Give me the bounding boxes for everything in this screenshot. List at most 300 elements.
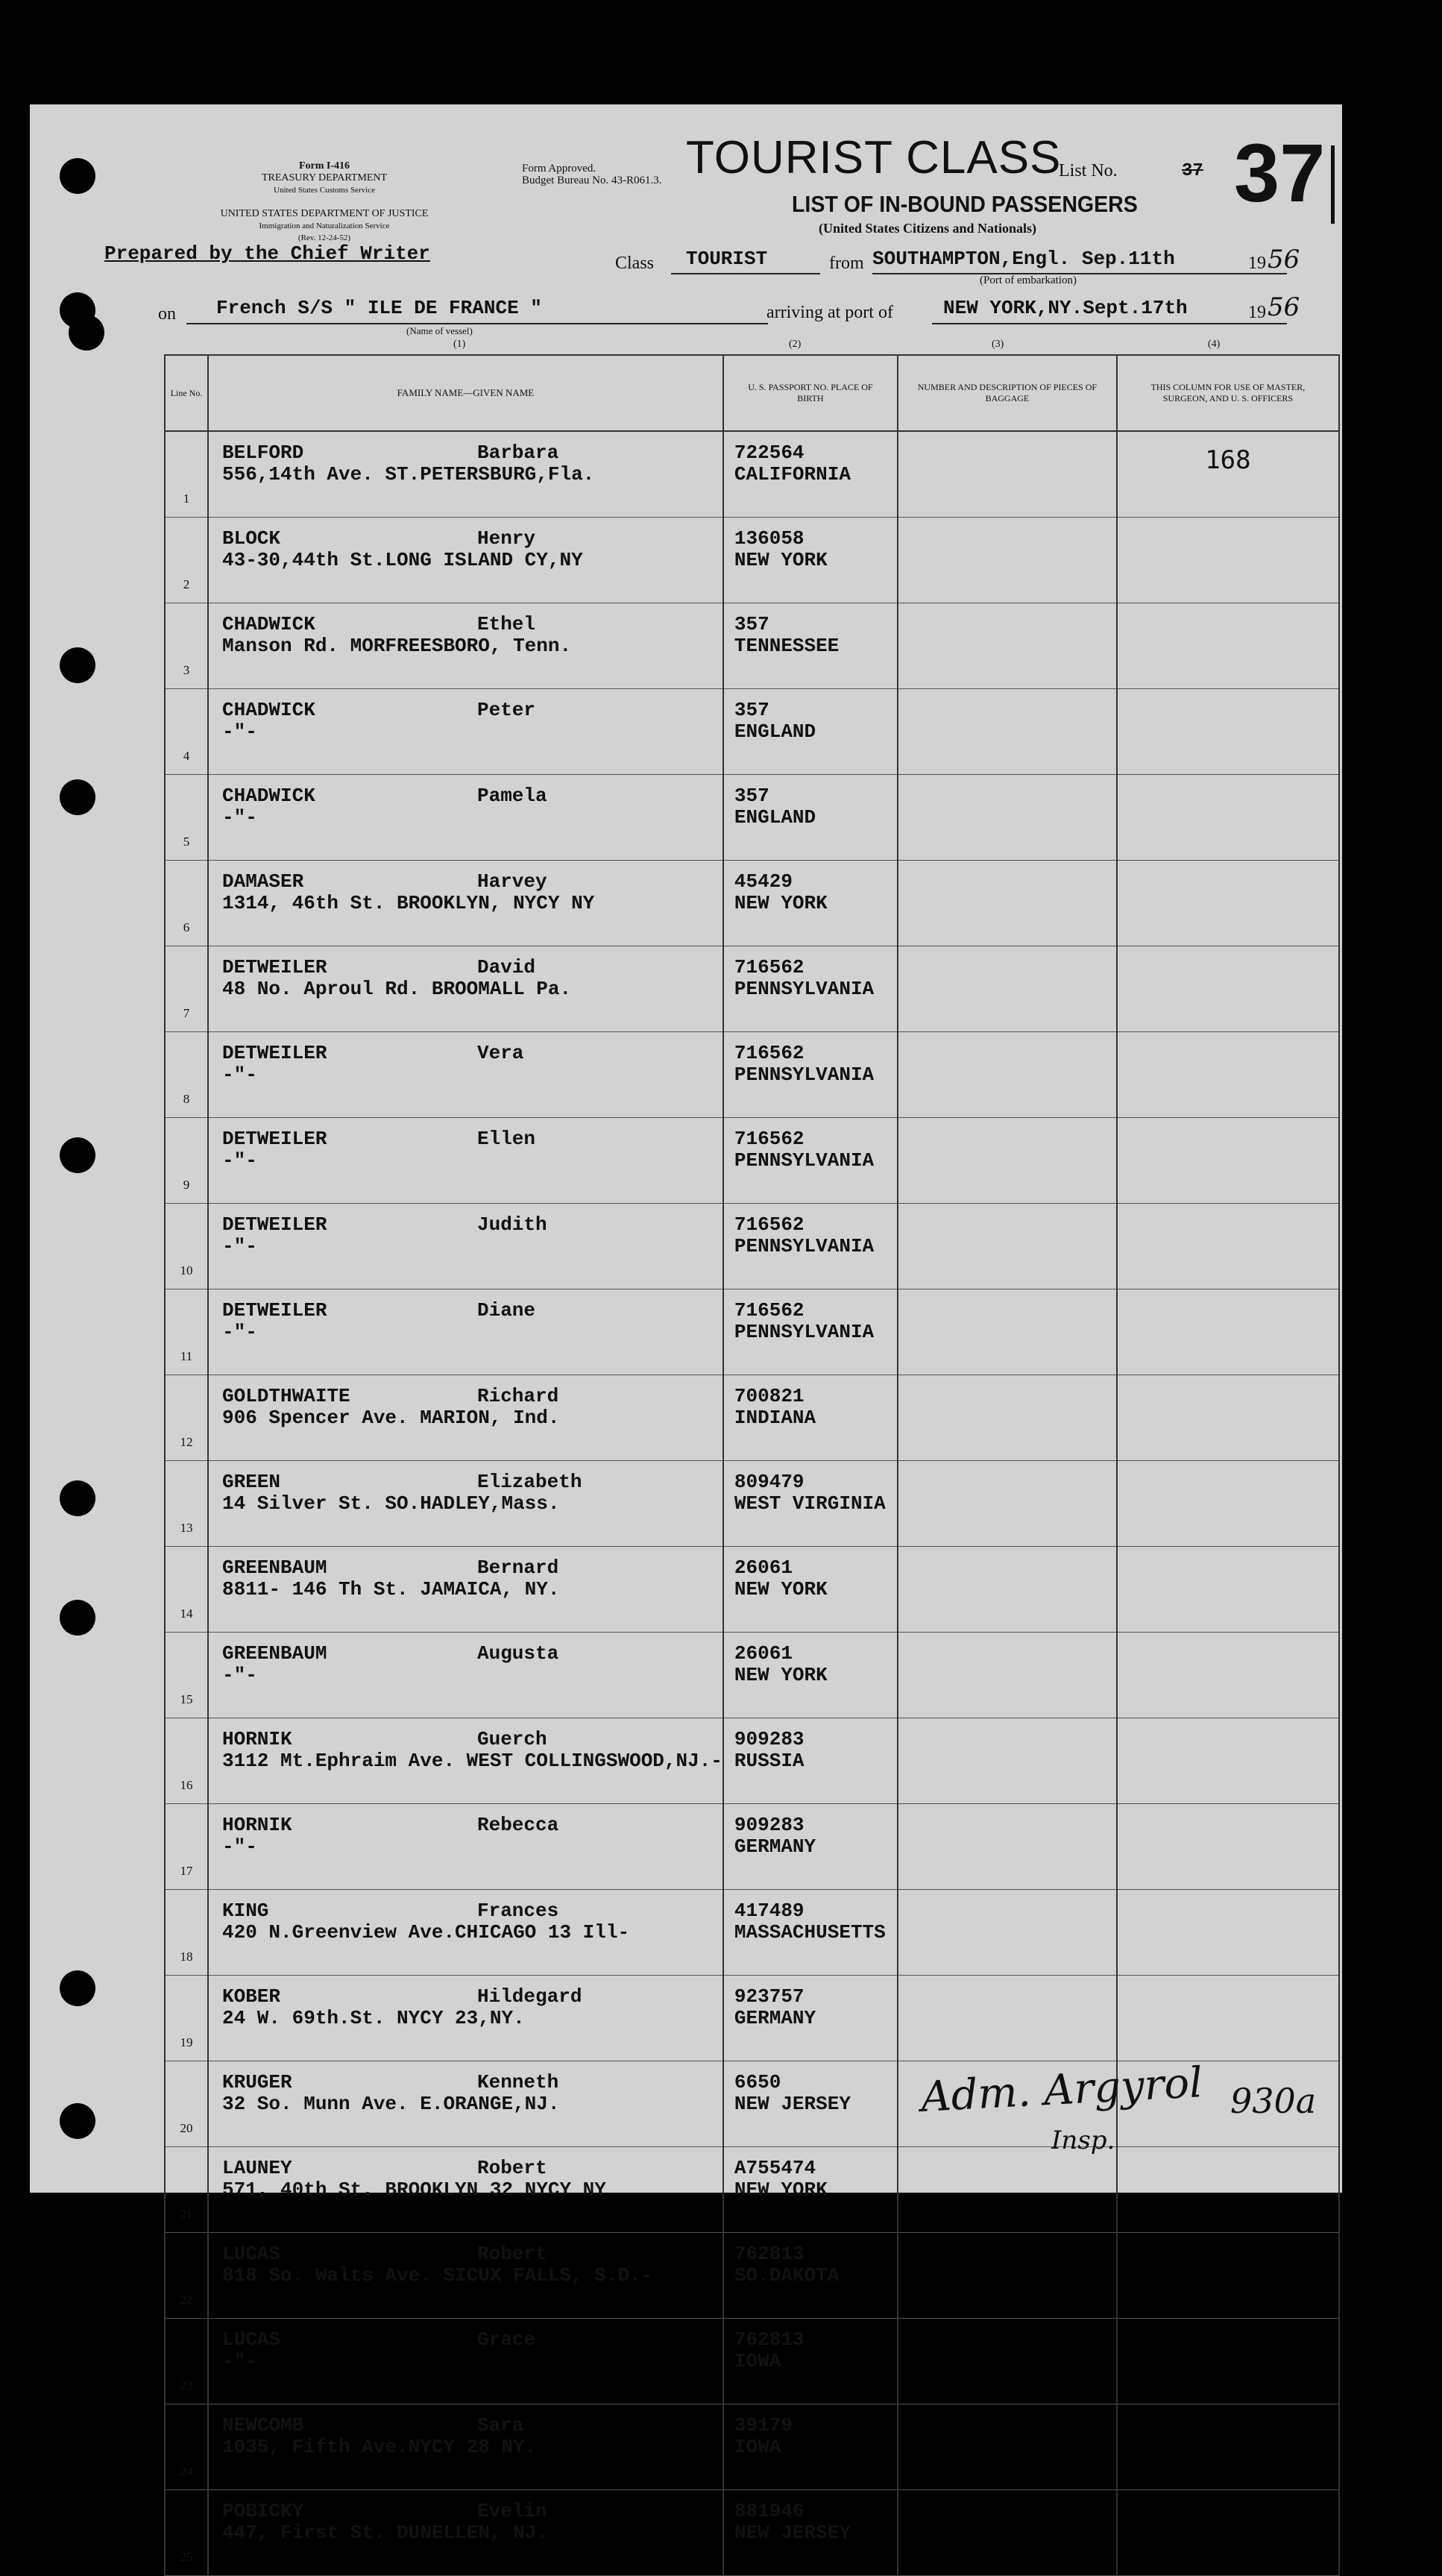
passport-cell bbox=[723, 2147, 898, 2233]
given-name: Vera bbox=[477, 1042, 524, 1064]
passenger-cell bbox=[208, 431, 723, 518]
binder-hole bbox=[60, 1600, 95, 1636]
given-name: Hildegard bbox=[477, 1985, 582, 2008]
passenger-cell bbox=[208, 2061, 723, 2147]
vessel-name: French S/S " ILE DE FRANCE " bbox=[216, 297, 542, 319]
officer-use-cell bbox=[1117, 1118, 1339, 1204]
place-of-birth: CALIFORNIA bbox=[734, 463, 851, 486]
officer-use-cell bbox=[1117, 2490, 1339, 2576]
place-of-birth: PENNSYLVANIA bbox=[734, 1149, 875, 1172]
place-of-birth: ENGLAND bbox=[734, 720, 816, 743]
baggage-cell bbox=[898, 861, 1117, 946]
family-name: LUCAS bbox=[222, 2328, 281, 2351]
binder-hole bbox=[60, 647, 95, 683]
passenger-cell bbox=[208, 1547, 723, 1633]
baggage-cell bbox=[898, 1804, 1117, 1890]
passport-number: 716562 bbox=[734, 956, 805, 978]
passport-cell bbox=[723, 1118, 898, 1204]
address: 447, First St. DUNELLEN, NJ. bbox=[222, 2522, 548, 2544]
table-row bbox=[165, 2319, 1339, 2404]
line-number: 18 bbox=[165, 1890, 208, 1976]
table-row bbox=[165, 518, 1339, 603]
address: -"- bbox=[222, 1064, 257, 1086]
family-name: KING bbox=[222, 1900, 269, 1922]
place-of-birth: NEW YORK bbox=[734, 1664, 828, 1686]
address: 43-30,44th St.LONG ISLAND CY,NY bbox=[222, 549, 583, 571]
baggage-cell bbox=[898, 2490, 1117, 2576]
place-of-birth: PENNSYLVANIA bbox=[734, 1321, 875, 1343]
table-row bbox=[165, 1375, 1339, 1461]
table-row bbox=[165, 1204, 1339, 1289]
line-number: 7 bbox=[165, 946, 208, 1032]
line-number: 3 bbox=[165, 603, 208, 689]
passport-number: 909283 bbox=[734, 1728, 805, 1750]
passport-cell bbox=[723, 2233, 898, 2319]
vessel-note: (Name of vessel) bbox=[406, 325, 473, 336]
baggage-cell bbox=[898, 1461, 1117, 1547]
vessel-underline bbox=[186, 323, 768, 324]
table-row bbox=[165, 431, 1339, 518]
passport-number: 923757 bbox=[734, 1985, 805, 2008]
officer-use-cell bbox=[1117, 2147, 1339, 2233]
list-subtitle-note: (United States Citizens and Nationals) bbox=[819, 221, 1037, 236]
passport-cell bbox=[723, 775, 898, 861]
officer-use-cell bbox=[1117, 603, 1339, 689]
family-name: CHADWICK bbox=[222, 785, 315, 807]
table-row bbox=[165, 861, 1339, 946]
given-name: Barbara bbox=[477, 442, 559, 464]
family-name: DETWEILER bbox=[222, 1042, 327, 1064]
passport-number: 26061 bbox=[734, 1642, 793, 1665]
binder-hole bbox=[60, 158, 95, 194]
passenger-cell bbox=[208, 1804, 723, 1890]
passport-cell bbox=[723, 946, 898, 1032]
inspector-signature: Adm. Argyrol bbox=[919, 2058, 1204, 2122]
given-name: Sara bbox=[477, 2414, 524, 2437]
line-number: 1 bbox=[165, 431, 208, 518]
line-number: 4 bbox=[165, 689, 208, 775]
family-name: BELFORD bbox=[222, 442, 304, 464]
passenger-cell bbox=[208, 518, 723, 603]
line-number: 25 bbox=[165, 2490, 208, 2576]
passport-cell bbox=[723, 603, 898, 689]
place-of-birth: INDIANA bbox=[734, 1407, 816, 1429]
officer-use-cell bbox=[1117, 518, 1339, 603]
prepared-by: Prepared by the Chief Writer bbox=[104, 242, 430, 265]
baggage-cell bbox=[898, 1032, 1117, 1118]
table-row bbox=[165, 1118, 1339, 1204]
officer-use-cell bbox=[1117, 1633, 1339, 1718]
place-of-birth: NEW YORK bbox=[734, 549, 828, 571]
given-name: Bernard bbox=[477, 1556, 559, 1579]
given-name: Diane bbox=[477, 1299, 536, 1322]
passenger-rows bbox=[165, 431, 1339, 2576]
given-name: Peter bbox=[477, 699, 536, 721]
place-of-birth: NEW JERSEY bbox=[734, 2522, 851, 2544]
baggage-cell bbox=[898, 518, 1117, 603]
passport-cell bbox=[723, 1890, 898, 1976]
binder-hole bbox=[60, 1137, 95, 1173]
line-number: 21 bbox=[165, 2147, 208, 2233]
passport-number: 809479 bbox=[734, 1471, 805, 1493]
address: -"- bbox=[222, 1664, 257, 1686]
officer-use-cell bbox=[1117, 2319, 1339, 2404]
baggage-cell bbox=[898, 1890, 1117, 1976]
passport-cell bbox=[723, 1461, 898, 1547]
place-of-birth: PENNSYLVANIA bbox=[734, 1235, 875, 1257]
officer-use-cell bbox=[1117, 1375, 1339, 1461]
binder-hole bbox=[60, 779, 95, 815]
officer-use-cell bbox=[1117, 1032, 1339, 1118]
passport-cell bbox=[723, 1547, 898, 1633]
baggage-cell bbox=[898, 2147, 1117, 2233]
place-of-birth: NEW JERSEY bbox=[734, 2093, 851, 2115]
table-row bbox=[165, 603, 1339, 689]
line-number: 12 bbox=[165, 1375, 208, 1461]
address: 420 N.Greenview Ave.CHICAGO 13 Ill- bbox=[222, 1921, 630, 1944]
given-name: Robert bbox=[477, 2243, 547, 2265]
list-no-stamp: 37 bbox=[1234, 128, 1326, 219]
place-of-birth: NEW YORK bbox=[734, 2178, 828, 2201]
officer-use-cell bbox=[1117, 861, 1339, 946]
officer-use-cell bbox=[1117, 1289, 1339, 1375]
passport-cell bbox=[723, 2061, 898, 2147]
inspection-time: 930a bbox=[1230, 2081, 1317, 2121]
passport-cell bbox=[723, 518, 898, 603]
passport-cell bbox=[723, 431, 898, 518]
place-of-birth: MASSACHUSETTS bbox=[734, 1921, 886, 1944]
passport-number: 26061 bbox=[734, 1556, 793, 1579]
passenger-cell bbox=[208, 1032, 723, 1118]
family-name: KOBER bbox=[222, 1985, 281, 2008]
passenger-cell bbox=[208, 775, 723, 861]
officer-use-cell: 168 bbox=[1117, 431, 1339, 518]
table-row bbox=[165, 1461, 1339, 1547]
col-header-line: Line No. bbox=[165, 355, 208, 431]
address: 48 No. Aproul Rd. BROOMALL Pa. bbox=[222, 978, 572, 1000]
inspector-title: Insp. bbox=[1051, 2126, 1115, 2155]
place-of-birth: NEW YORK bbox=[734, 1578, 828, 1600]
passport-cell bbox=[723, 2404, 898, 2490]
line-number: 10 bbox=[165, 1204, 208, 1289]
passport-number: 136058 bbox=[734, 527, 805, 550]
col-num-1: (1) bbox=[453, 339, 466, 350]
justice-dept: UNITED STATES DEPARTMENT OF JUSTICE bbox=[220, 208, 429, 219]
passenger-cell bbox=[208, 1461, 723, 1547]
passport-cell bbox=[723, 1289, 898, 1375]
table-row bbox=[165, 2233, 1339, 2319]
table-header-row bbox=[165, 355, 1339, 431]
given-name: Augusta bbox=[477, 1642, 559, 1665]
budget-bureau: Budget Bureau No. 43-R061.3. bbox=[522, 175, 662, 186]
baggage-cell bbox=[898, 603, 1117, 689]
baggage-cell bbox=[898, 946, 1117, 1032]
place-of-birth: ENGLAND bbox=[734, 806, 816, 829]
arrival-port: NEW YORK,NY.Sept.17th bbox=[943, 297, 1188, 319]
form-approved: Form Approved. bbox=[522, 163, 596, 175]
passport-number: 357 bbox=[734, 785, 769, 807]
address: 24 W. 69th.St. NYCY 23,NY. bbox=[222, 2007, 525, 2029]
family-name: GREENBAUM bbox=[222, 1642, 327, 1665]
family-name: CHADWICK bbox=[222, 613, 315, 635]
form-info bbox=[190, 160, 459, 244]
line-number: 19 bbox=[165, 1976, 208, 2061]
line-number: 23 bbox=[165, 2319, 208, 2404]
family-name: DAMASER bbox=[222, 870, 304, 893]
passenger-cell bbox=[208, 1375, 723, 1461]
given-name: Ellen bbox=[477, 1128, 536, 1150]
address: 556,14th Ave. ST.PETERSBURG,Fla. bbox=[222, 463, 595, 486]
given-name: Richard bbox=[477, 1385, 559, 1407]
passenger-cell bbox=[208, 2404, 723, 2490]
year1: 56 bbox=[1268, 245, 1300, 274]
baggage-cell bbox=[898, 1289, 1117, 1375]
class-label: Class bbox=[615, 254, 655, 273]
from-underline bbox=[872, 273, 1287, 274]
family-name: GREENBAUM bbox=[222, 1556, 327, 1579]
place-of-birth: IOWA bbox=[734, 2436, 781, 2458]
ins-label: Immigration and Naturalization Service bbox=[259, 222, 390, 230]
address: 906 Spencer Ave. MARION, Ind. bbox=[222, 1407, 560, 1429]
baggage-cell bbox=[898, 1204, 1117, 1289]
place-of-birth: RUSSIA bbox=[734, 1750, 805, 1772]
officer-use-cell bbox=[1117, 1547, 1339, 1633]
table-row bbox=[165, 689, 1339, 775]
address: -"- bbox=[222, 806, 257, 829]
stamp-bar bbox=[1331, 145, 1335, 224]
year2-prefix: 19 bbox=[1248, 303, 1266, 322]
given-name: Pamela bbox=[477, 785, 547, 807]
passport-cell bbox=[723, 1633, 898, 1718]
binder-hole bbox=[69, 315, 104, 351]
passenger-cell bbox=[208, 1976, 723, 2061]
address: 571, 40th St. BROOKLYN 32 NYCY NY bbox=[222, 2178, 606, 2201]
address: 1314, 46th St. BROOKLYN, NYCY NY bbox=[222, 892, 595, 914]
given-name: Kenneth bbox=[477, 2071, 559, 2093]
table-row bbox=[165, 1032, 1339, 1118]
officer-use-cell bbox=[1117, 1804, 1339, 1890]
binder-hole bbox=[60, 2103, 95, 2139]
place-of-birth: PENNSYLVANIA bbox=[734, 1064, 875, 1086]
arriving-label: arriving at port of bbox=[766, 303, 893, 322]
revision-date: (Rev. 12-24-52) bbox=[297, 233, 351, 242]
table-row bbox=[165, 1976, 1339, 2061]
line-number: 9 bbox=[165, 1118, 208, 1204]
port-note: (Port of embarkation) bbox=[980, 274, 1077, 286]
baggage-cell bbox=[898, 2404, 1117, 2490]
passport-number: 716562 bbox=[734, 1213, 805, 1236]
from-label: from bbox=[829, 254, 864, 273]
officer-use-cell bbox=[1117, 946, 1339, 1032]
place-of-birth: GERMANY bbox=[734, 1835, 816, 1858]
officer-use-cell bbox=[1117, 2233, 1339, 2319]
family-name: KRUGER bbox=[222, 2071, 292, 2093]
place-of-birth: GERMANY bbox=[734, 2007, 816, 2029]
class-value: TOURIST bbox=[686, 248, 768, 270]
officer-use-cell bbox=[1117, 2404, 1339, 2490]
table-row bbox=[165, 1718, 1339, 1804]
col-num-4: (4) bbox=[1208, 339, 1221, 350]
passport-number: 39179 bbox=[734, 2414, 793, 2437]
table-row bbox=[165, 2490, 1339, 2576]
year1-prefix: 19 bbox=[1248, 254, 1266, 273]
col-header-baggage: NUMBER AND DESCRIPTION OF PIECES OF BAGGAGE bbox=[898, 355, 1117, 431]
treasury-dept: TREASURY DEPARTMENT bbox=[261, 172, 388, 183]
table-row bbox=[165, 2404, 1339, 2490]
passenger-cell bbox=[208, 861, 723, 946]
place-of-birth: NEW YORK bbox=[734, 892, 828, 914]
given-name: Judith bbox=[477, 1213, 547, 1236]
baggage-cell bbox=[898, 1633, 1117, 1718]
passenger-cell bbox=[208, 1289, 723, 1375]
baggage-cell bbox=[898, 2233, 1117, 2319]
class-underline bbox=[671, 273, 820, 274]
given-name: Frances bbox=[477, 1900, 559, 1922]
family-name: DETWEILER bbox=[222, 956, 327, 978]
passport-number: 6650 bbox=[734, 2071, 781, 2093]
family-name: NEWCOMB bbox=[222, 2414, 304, 2437]
given-name: Robert bbox=[477, 2157, 547, 2179]
family-name: HORNIK bbox=[222, 1814, 292, 1836]
family-name: GREEN bbox=[222, 1471, 281, 1493]
officer-use-cell bbox=[1117, 689, 1339, 775]
place-of-birth: SO.DAKOTA bbox=[734, 2264, 840, 2287]
given-name: Henry bbox=[477, 527, 536, 550]
col-header-name: FAMILY NAME—GIVEN NAME bbox=[208, 355, 723, 431]
address: Manson Rd. MORFREESBORO, Tenn. bbox=[222, 635, 572, 657]
passenger-cell bbox=[208, 1718, 723, 1804]
officer-use-cell bbox=[1117, 1461, 1339, 1547]
passport-number: 722564 bbox=[734, 442, 805, 464]
place-of-birth: WEST VIRGINIA bbox=[734, 1492, 886, 1515]
family-name: DETWEILER bbox=[222, 1213, 327, 1236]
line-number: 22 bbox=[165, 2233, 208, 2319]
passenger-cell bbox=[208, 1118, 723, 1204]
passport-number: 357 bbox=[734, 699, 769, 721]
baggage-cell bbox=[898, 689, 1117, 775]
place-of-birth: TENNESSEE bbox=[734, 635, 840, 657]
officer-use-cell bbox=[1117, 1718, 1339, 1804]
address: 14 Silver St. SO.HADLEY,Mass. bbox=[222, 1492, 560, 1515]
family-name: LUCAS bbox=[222, 2243, 281, 2265]
line-number: 5 bbox=[165, 775, 208, 861]
passenger-table bbox=[164, 354, 1340, 2576]
line-number: 20 bbox=[165, 2061, 208, 2147]
customs-service: United States Customs Service bbox=[274, 186, 375, 195]
binder-hole bbox=[60, 1480, 95, 1516]
line-number: 8 bbox=[165, 1032, 208, 1118]
family-name: GOLDTHWAITE bbox=[222, 1385, 350, 1407]
passport-cell bbox=[723, 861, 898, 946]
passport-cell bbox=[723, 1804, 898, 1890]
baggage-cell bbox=[898, 1976, 1117, 2061]
family-name: LAUNEY bbox=[222, 2157, 292, 2179]
list-no-label: List No. bbox=[1059, 161, 1118, 180]
table-row bbox=[165, 775, 1339, 861]
passenger-cell bbox=[208, 2319, 723, 2404]
baggage-cell bbox=[898, 2319, 1117, 2404]
baggage-cell bbox=[898, 431, 1117, 518]
family-name: BLOCK bbox=[222, 527, 281, 550]
passport-number: 417489 bbox=[734, 1900, 805, 1922]
given-name: Elizabeth bbox=[477, 1471, 582, 1493]
on-label: on bbox=[158, 304, 176, 324]
family-name: HORNIK bbox=[222, 1728, 292, 1750]
passport-cell bbox=[723, 2319, 898, 2404]
address: 818 So. Walts Ave. SICUX FALLS, S.D.- bbox=[222, 2264, 653, 2287]
address: 8811- 146 Th St. JAMAICA, NY. bbox=[222, 1578, 560, 1600]
passenger-cell bbox=[208, 1204, 723, 1289]
passenger-cell bbox=[208, 689, 723, 775]
baggage-cell bbox=[898, 1547, 1117, 1633]
baggage-cell bbox=[898, 1375, 1117, 1461]
year2: 56 bbox=[1268, 292, 1300, 322]
passport-cell bbox=[723, 1718, 898, 1804]
given-name: Harvey bbox=[477, 870, 547, 893]
budget-info bbox=[522, 163, 661, 186]
table-row bbox=[165, 1804, 1339, 1890]
list-no-typed: 37 bbox=[1182, 161, 1203, 181]
given-name: Rebecca bbox=[477, 1814, 559, 1836]
table-row bbox=[165, 1547, 1339, 1633]
given-name: Guerch bbox=[477, 1728, 547, 1750]
family-name: DETWEILER bbox=[222, 1299, 327, 1322]
manifest-page bbox=[30, 104, 1342, 2564]
address: -"- bbox=[222, 2350, 257, 2372]
place-of-birth: IOWA bbox=[734, 2350, 781, 2372]
passport-cell bbox=[723, 1375, 898, 1461]
from-value: SOUTHAMPTON,Engl. Sep.11th bbox=[872, 248, 1175, 270]
passport-number: 700821 bbox=[734, 1385, 805, 1407]
line-number: 24 bbox=[165, 2404, 208, 2490]
officer-use-cell bbox=[1117, 1976, 1339, 2061]
address: -"- bbox=[222, 1149, 257, 1172]
officer-use-cell bbox=[1117, 1204, 1339, 1289]
given-name: Grace bbox=[477, 2328, 536, 2351]
binder-hole bbox=[60, 1970, 95, 2006]
line-number: 17 bbox=[165, 1804, 208, 1890]
line-number: 6 bbox=[165, 861, 208, 946]
passport-number: 762813 bbox=[734, 2243, 805, 2265]
col-num-2: (2) bbox=[789, 339, 802, 350]
baggage-cell bbox=[898, 1718, 1117, 1804]
passenger-cell bbox=[208, 2233, 723, 2319]
passport-number: 357 bbox=[734, 613, 769, 635]
passenger-cell bbox=[208, 1890, 723, 1976]
line-number: 2 bbox=[165, 518, 208, 603]
address: 1035, Fifth Ave.NYCY 28 NY. bbox=[222, 2436, 537, 2458]
table-row bbox=[165, 1633, 1339, 1718]
line-number: 16 bbox=[165, 1718, 208, 1804]
given-name: David bbox=[477, 956, 536, 978]
passenger-cell bbox=[208, 946, 723, 1032]
passport-number: 716562 bbox=[734, 1128, 805, 1150]
table-row bbox=[165, 946, 1339, 1032]
line-number: 13 bbox=[165, 1461, 208, 1547]
passport-cell bbox=[723, 1032, 898, 1118]
passenger-cell bbox=[208, 2490, 723, 2576]
col-num-3: (3) bbox=[992, 339, 1004, 350]
list-subtitle: LIST OF IN-BOUND PASSENGERS bbox=[792, 191, 1138, 217]
passport-cell bbox=[723, 1976, 898, 2061]
form-number: Form I-416 bbox=[298, 160, 350, 172]
given-name: Ethel bbox=[477, 613, 536, 635]
passenger-cell bbox=[208, 603, 723, 689]
place-of-birth: PENNSYLVANIA bbox=[734, 978, 875, 1000]
arrival-underline bbox=[932, 323, 1287, 324]
address: 32 So. Munn Ave. E.ORANGE,NJ. bbox=[222, 2093, 560, 2115]
officer-use-cell bbox=[1117, 1890, 1339, 1976]
